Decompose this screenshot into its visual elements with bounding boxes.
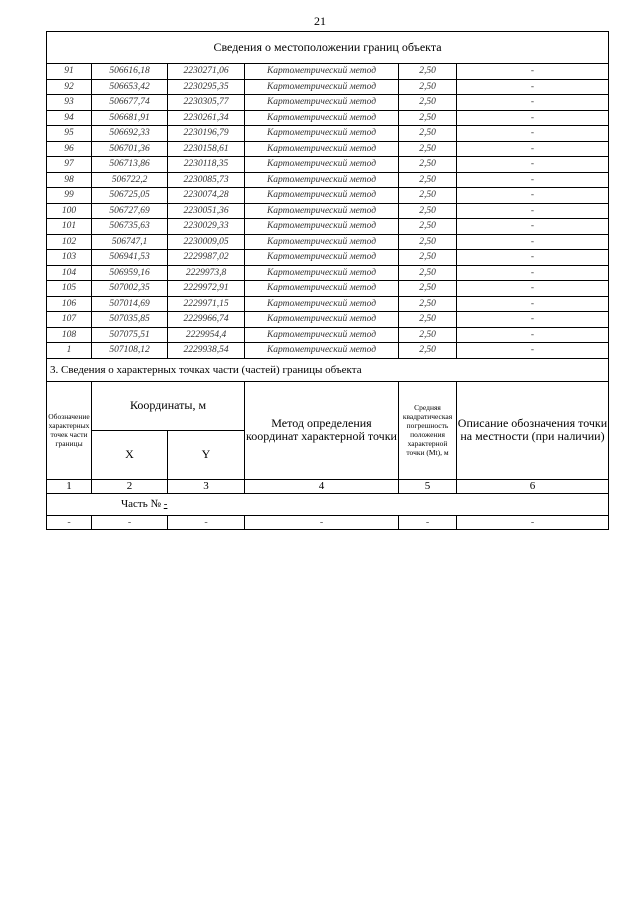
coord-y: 2230295,35 xyxy=(168,79,245,95)
method-cell: Картометрический метод xyxy=(245,219,399,235)
mt-cell: 2,50 xyxy=(399,141,457,157)
coord-x: 506941,53 xyxy=(92,250,168,266)
description-cell: - xyxy=(457,172,609,188)
description-cell: - xyxy=(457,343,609,359)
method-cell: Картометрический метод xyxy=(245,95,399,111)
table-row xyxy=(47,188,609,204)
description-cell: - xyxy=(457,327,609,343)
coord-x: 506677,74 xyxy=(92,95,168,111)
coord-x: 506725,05 xyxy=(92,188,168,204)
coord-y: 2230305,77 xyxy=(168,95,245,111)
method-cell: Картометрический метод xyxy=(245,64,399,80)
description-cell: - xyxy=(457,157,609,173)
coord-x: 506692,33 xyxy=(92,126,168,142)
column-number: 6 xyxy=(457,479,609,493)
table-row xyxy=(47,343,609,359)
mt-cell: 2,50 xyxy=(399,250,457,266)
table-row xyxy=(47,250,609,266)
part-row xyxy=(47,493,609,515)
mt-cell: 2,50 xyxy=(399,157,457,173)
method-cell: Картометрический метод xyxy=(245,250,399,266)
point-number: 92 xyxy=(47,79,92,95)
empty-cell: - xyxy=(168,515,245,529)
point-number: 103 xyxy=(47,250,92,266)
coord-x: 506735,63 xyxy=(92,219,168,235)
coord-y: 2230261,34 xyxy=(168,110,245,126)
method-cell: Картометрический метод xyxy=(245,327,399,343)
description-cell: - xyxy=(457,126,609,142)
method-cell: Картометрический метод xyxy=(245,79,399,95)
description-cell: - xyxy=(457,110,609,126)
coord-y: 2229938,54 xyxy=(168,343,245,359)
column-number: 3 xyxy=(168,479,245,493)
method-cell: Картометрический метод xyxy=(245,110,399,126)
table-row xyxy=(47,203,609,219)
method-cell: Картометрический метод xyxy=(245,188,399,204)
empty-cell: - xyxy=(92,515,168,529)
header-method: Метод определения координат характерной точки xyxy=(245,381,399,479)
coord-x: 506653,42 xyxy=(92,79,168,95)
table-row xyxy=(47,327,609,343)
point-number: 95 xyxy=(47,126,92,142)
column-number: 2 xyxy=(92,479,168,493)
empty-cell: - xyxy=(399,515,457,529)
description-cell: - xyxy=(457,95,609,111)
coord-y: 2230085,73 xyxy=(168,172,245,188)
coord-y: 2230118,35 xyxy=(168,157,245,173)
description-cell: - xyxy=(457,234,609,250)
mt-cell: 2,50 xyxy=(399,327,457,343)
empty-cell: - xyxy=(457,515,609,529)
mt-cell: 2,50 xyxy=(399,110,457,126)
coord-y: 2229966,74 xyxy=(168,312,245,328)
point-number: 96 xyxy=(47,141,92,157)
point-number: 108 xyxy=(47,327,92,343)
point-number: 93 xyxy=(47,95,92,111)
mt-cell: 2,50 xyxy=(399,343,457,359)
point-number: 102 xyxy=(47,234,92,250)
table-row xyxy=(47,312,609,328)
point-number: 101 xyxy=(47,219,92,235)
column-number: 5 xyxy=(399,479,457,493)
part-label: Часть № xyxy=(121,498,161,510)
description-cell: - xyxy=(457,219,609,235)
part-value: - xyxy=(163,498,168,510)
coord-y: 2229973,8 xyxy=(168,265,245,281)
method-cell: Картометрический метод xyxy=(245,172,399,188)
table-title: Сведения о местоположении границ объекта xyxy=(47,32,609,64)
coord-y: 2230271,06 xyxy=(168,64,245,80)
coord-y: 2230196,79 xyxy=(168,126,245,142)
description-cell: - xyxy=(457,250,609,266)
section3-title: 3. Сведения о характерных точках части (частей) границы объекта xyxy=(47,358,609,381)
table-row xyxy=(47,265,609,281)
coord-x: 506713,86 xyxy=(92,157,168,173)
mt-cell: 2,50 xyxy=(399,126,457,142)
description-cell: - xyxy=(457,188,609,204)
method-cell: Картометрический метод xyxy=(245,141,399,157)
column-number: 4 xyxy=(245,479,399,493)
coord-x: 506959,16 xyxy=(92,265,168,281)
coord-y: 2229987,02 xyxy=(168,250,245,266)
method-cell: Картометрический метод xyxy=(245,281,399,297)
mt-cell: 2,50 xyxy=(399,64,457,80)
point-number: 107 xyxy=(47,312,92,328)
description-cell: - xyxy=(457,79,609,95)
table-row xyxy=(47,234,609,250)
coord-x: 506722,2 xyxy=(92,172,168,188)
header-coordinates: Координаты, м xyxy=(92,381,245,430)
description-cell: - xyxy=(457,312,609,328)
point-number: 99 xyxy=(47,188,92,204)
point-number: 94 xyxy=(47,110,92,126)
description-cell: - xyxy=(457,265,609,281)
header-mt: Средняя квадратическая погрешность положения характерной точки (Mt), м xyxy=(399,381,457,479)
mt-cell: 2,50 xyxy=(399,95,457,111)
mt-cell: 2,50 xyxy=(399,219,457,235)
table-row xyxy=(47,281,609,297)
table-row xyxy=(47,172,609,188)
header-point-designation: Обозначение характерных точек части границы xyxy=(47,381,92,479)
coord-x: 506727,69 xyxy=(92,203,168,219)
boundary-table xyxy=(46,31,609,530)
coord-x: 507108,12 xyxy=(92,343,168,359)
coord-x: 506747,1 xyxy=(92,234,168,250)
method-cell: Картометрический метод xyxy=(245,312,399,328)
header-y: Y xyxy=(168,430,245,479)
method-cell: Картометрический метод xyxy=(245,203,399,219)
mt-cell: 2,50 xyxy=(399,281,457,297)
coord-y: 2230158,61 xyxy=(168,141,245,157)
mt-cell: 2,50 xyxy=(399,312,457,328)
point-number: 104 xyxy=(47,265,92,281)
method-cell: Картометрический метод xyxy=(245,234,399,250)
table-row xyxy=(47,95,609,111)
coord-y: 2229972,91 xyxy=(168,281,245,297)
table-row xyxy=(47,126,609,142)
table-row xyxy=(47,141,609,157)
column-number: 1 xyxy=(47,479,92,493)
mt-cell: 2,50 xyxy=(399,188,457,204)
method-cell: Картометрический метод xyxy=(245,296,399,312)
coord-y: 2229971,15 xyxy=(168,296,245,312)
coord-y: 2230074,28 xyxy=(168,188,245,204)
header-description: Описание обозначения точки на местности (при наличии) xyxy=(457,381,609,479)
table-row xyxy=(47,79,609,95)
point-number: 100 xyxy=(47,203,92,219)
table-row xyxy=(47,157,609,173)
point-number: 98 xyxy=(47,172,92,188)
table-row xyxy=(47,64,609,80)
table-row xyxy=(47,296,609,312)
method-cell: Картометрический метод xyxy=(245,343,399,359)
coord-x: 506616,18 xyxy=(92,64,168,80)
description-cell: - xyxy=(457,281,609,297)
coord-x: 507014,69 xyxy=(92,296,168,312)
description-cell: - xyxy=(457,296,609,312)
point-number: 105 xyxy=(47,281,92,297)
page-number: 21 xyxy=(314,14,326,28)
method-cell: Картометрический метод xyxy=(245,265,399,281)
empty-cell: - xyxy=(47,515,92,529)
method-cell: Картометрический метод xyxy=(245,126,399,142)
coord-y: 2229954,4 xyxy=(168,327,245,343)
point-number: 106 xyxy=(47,296,92,312)
mt-cell: 2,50 xyxy=(399,172,457,188)
empty-data-row xyxy=(47,515,609,529)
header-x: X xyxy=(92,430,168,479)
mt-cell: 2,50 xyxy=(399,234,457,250)
description-cell: - xyxy=(457,141,609,157)
coord-x: 507035,85 xyxy=(92,312,168,328)
mt-cell: 2,50 xyxy=(399,296,457,312)
coord-x: 507002,35 xyxy=(92,281,168,297)
description-cell: - xyxy=(457,64,609,80)
coord-x: 506681,91 xyxy=(92,110,168,126)
coord-y: 2230029,33 xyxy=(168,219,245,235)
point-number: 1 xyxy=(47,343,92,359)
description-cell: - xyxy=(457,203,609,219)
mt-cell: 2,50 xyxy=(399,203,457,219)
table-row xyxy=(47,219,609,235)
coord-y: 2230051,36 xyxy=(168,203,245,219)
mt-cell: 2,50 xyxy=(399,79,457,95)
coord-y: 2230009,05 xyxy=(168,234,245,250)
column-numbers-row xyxy=(47,479,609,493)
mt-cell: 2,50 xyxy=(399,265,457,281)
point-number: 91 xyxy=(47,64,92,80)
coord-x: 506701,36 xyxy=(92,141,168,157)
coord-x: 507075,51 xyxy=(92,327,168,343)
empty-cell: - xyxy=(245,515,399,529)
table-row xyxy=(47,110,609,126)
method-cell: Картометрический метод xyxy=(245,157,399,173)
point-number: 97 xyxy=(47,157,92,173)
